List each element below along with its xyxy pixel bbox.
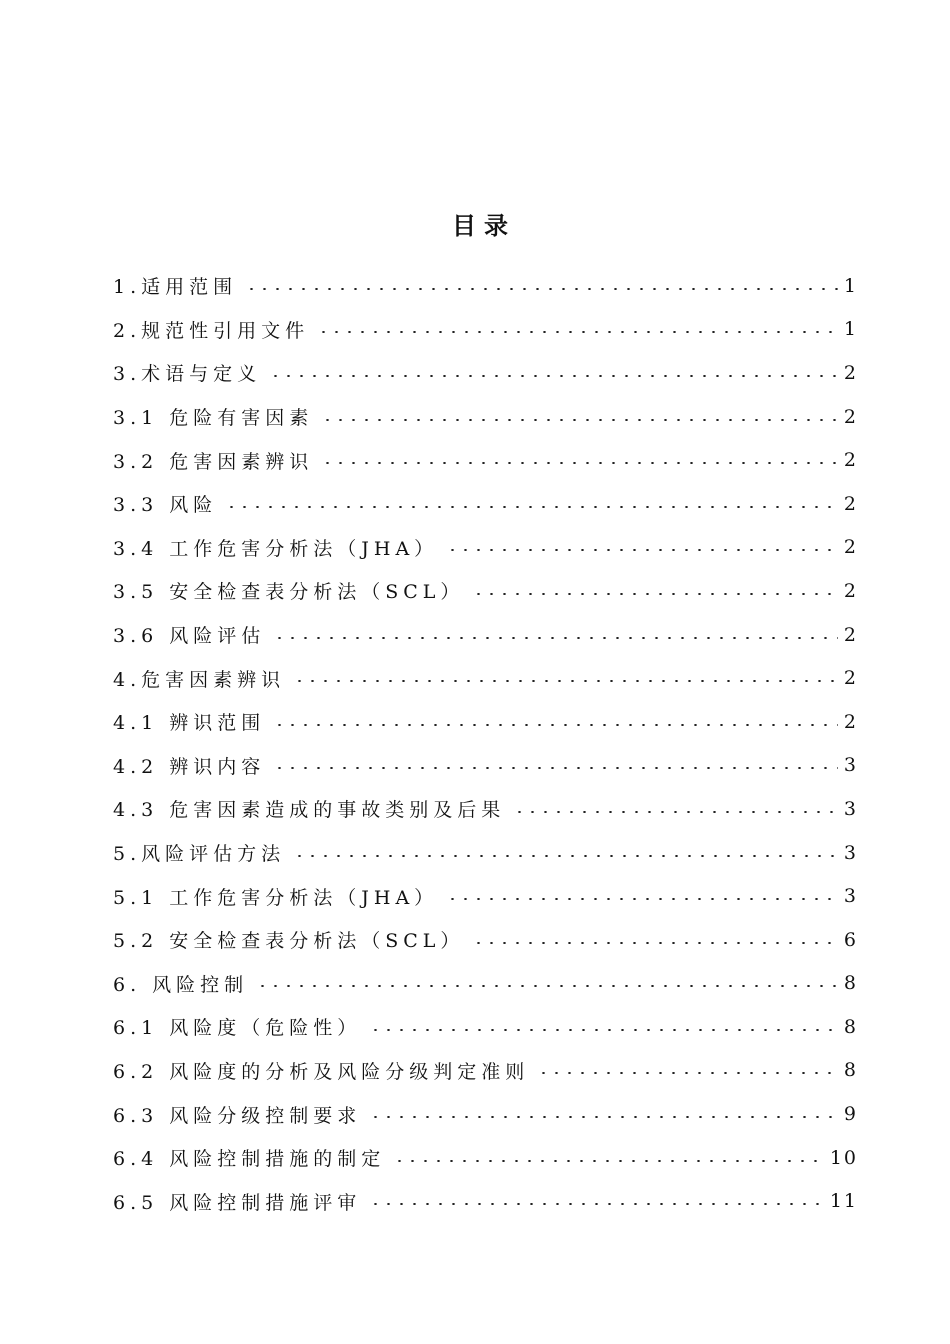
dot-leader [225,506,838,508]
dot-leader [446,549,838,551]
toc-entry-page-number: 8 [843,1015,858,1038]
dot-leader [273,767,838,769]
toc-list [113,264,858,1223]
toc-entry-label: 6.5 风险控制措施评审 [113,1191,362,1214]
toc-entry[interactable] [113,613,858,657]
toc-entry-label: 5.风险评估方法 [113,843,286,866]
dot-leader [446,898,838,900]
toc-entry[interactable] [113,264,858,308]
toc-entry-page-number: 2 [843,449,858,472]
toc-entry-page-number: 2 [843,405,858,428]
toc-entry-label: 6.4 风险控制措施的制定 [113,1148,386,1171]
toc-entry-page-number: 10 [829,1146,858,1169]
toc-entry-page-number: 3 [843,885,858,908]
toc-entry-page-number: 1 [843,274,858,297]
toc-entry-label: 4.危害因素辨识 [113,668,286,691]
toc-entry-label: 3.4 工作危害分析法（JHA） [113,537,439,560]
toc-entry[interactable] [113,395,858,439]
toc-entry[interactable] [113,700,858,744]
toc-entry-label: 3.2 危害因素辨识 [113,450,314,473]
dot-leader [369,1203,824,1205]
toc-entry[interactable] [113,482,858,526]
toc-entry[interactable] [113,1136,858,1180]
toc-entry-label: 3.术语与定义 [113,363,262,386]
dot-leader [513,811,838,813]
toc-entry[interactable] [113,918,858,962]
toc-entry-page-number: 8 [843,972,858,995]
toc-entry-label: 3.3 风险 [113,494,218,517]
toc-entry[interactable] [113,1092,858,1136]
toc-entry-label: 4.1 辨识范围 [113,712,266,735]
toc-entry-label: 4.2 辨识内容 [113,755,266,778]
dot-leader [369,1116,838,1118]
toc-entry-page-number: 2 [843,623,858,646]
toc-entry-page-number: 2 [843,667,858,690]
dot-leader [293,855,838,857]
toc-entry[interactable] [113,962,858,1006]
toc-entry[interactable] [113,351,858,395]
toc-entry[interactable] [113,831,858,875]
dot-leader [293,680,838,682]
toc-entry-page-number: 6 [843,928,858,951]
toc-entry-label: 3.5 安全检查表分析法（SCL） [113,581,465,604]
toc-entry-page-number: 2 [843,579,858,602]
toc-entry-page-number: 3 [843,797,858,820]
toc-entry-label: 6.1 风险度（危险性） [113,1017,362,1040]
toc-entry-page-number: 3 [843,754,858,777]
dot-leader [393,1160,824,1162]
toc-entry[interactable] [113,1005,858,1049]
toc-entry[interactable] [113,438,858,482]
toc-entry-page-number: 1 [843,318,858,341]
toc-entry-page-number: 2 [843,492,858,515]
dot-leader [472,593,837,595]
dot-leader [245,288,838,290]
page-title: 目录 [452,212,516,240]
toc-entry[interactable] [113,526,858,570]
toc-entry-page-number: 3 [843,841,858,864]
toc-entry[interactable] [113,744,858,788]
toc-entry[interactable] [113,308,858,352]
toc-entry-page-number: 2 [843,361,858,384]
dot-leader [369,1029,838,1031]
toc-entry[interactable] [113,1179,858,1223]
dot-leader [472,942,837,944]
toc-entry-label: 1.适用范围 [113,276,238,299]
dot-leader [537,1072,838,1074]
dot-leader [269,375,838,377]
toc-entry-label: 2.规范性引用文件 [113,319,310,342]
toc-entry-label: 4.3 危害因素造成的事故类别及后果 [113,799,506,822]
toc-entry-page-number: 9 [843,1103,858,1126]
toc-entry-page-number: 2 [843,536,858,559]
toc-entry[interactable] [113,656,858,700]
dot-leader [256,985,838,987]
dot-leader [321,419,838,421]
dot-leader [273,724,838,726]
toc-entry-label: 5.2 安全检查表分析法（SCL） [113,930,465,953]
dot-leader [321,462,838,464]
toc-entry-label: 5.1 工作危害分析法（JHA） [113,886,439,909]
dot-leader [273,637,838,639]
toc-entry-page-number: 8 [843,1059,858,1082]
dot-leader [317,331,838,333]
toc-entry-page-number: 2 [843,710,858,733]
toc-entry-label: 6.3 风险分级控制要求 [113,1104,362,1127]
toc-entry-label: 3.6 风险评估 [113,625,266,648]
toc-entry-page-number: 11 [829,1190,858,1213]
toc-entry-label: 3.1 危险有害因素 [113,407,314,430]
toc-entry-label: 6. 风险控制 [113,973,249,996]
toc-entry-label: 6.2 风险度的分析及风险分级判定准则 [113,1060,530,1083]
toc-entry[interactable] [113,874,858,918]
toc-entry[interactable] [113,1049,858,1093]
toc-entry[interactable] [113,787,858,831]
toc-entry[interactable] [113,569,858,613]
